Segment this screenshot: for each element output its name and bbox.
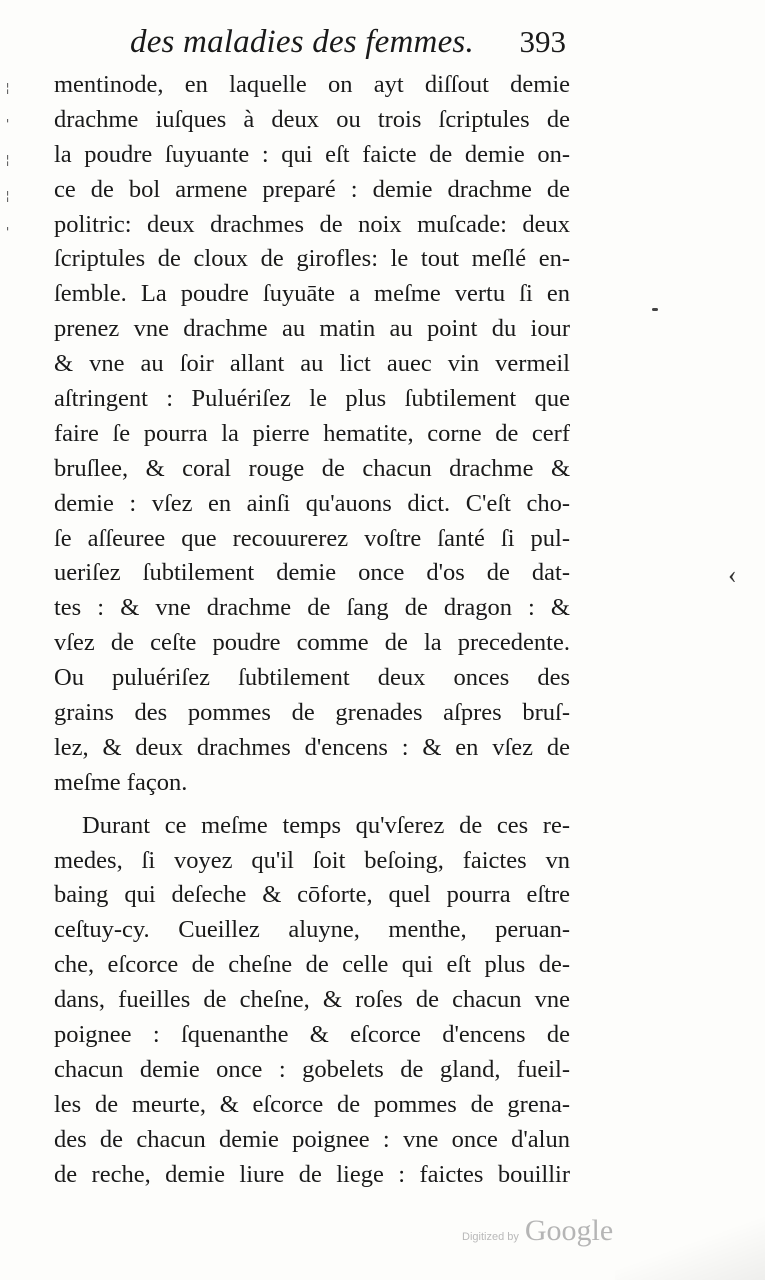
google-logo: Google: [524, 1214, 614, 1247]
text-line: faire ſe pourra la pierre hematite, corne de cerf: [54, 419, 570, 447]
body-text: [54, 68, 570, 1193]
margin-mark: ': [4, 225, 12, 239]
paragraph-2: [54, 809, 570, 1193]
text-line: lez, & deux drachmes d'encens : & en vſez de: [54, 733, 570, 761]
text-line: chacun demie once : gobelets de gland, fueil-: [54, 1055, 570, 1083]
text-line: ſe aſſeuree que recouurerez voſtre ſanté ſi pul-: [54, 524, 570, 552]
text-line: politric: deux drachmes de noix muſcade: deux: [54, 210, 570, 238]
scan-shadow: [615, 1170, 765, 1280]
text-line: medes, ſi voyez qu'il ſoit beſoing, faictes vn: [54, 846, 570, 874]
text-line: aſtringent : Puluériſez le plus ſubtilement que: [54, 385, 570, 413]
margin-mark: ¦: [4, 81, 12, 95]
running-title: des maladies des femmes.: [130, 24, 474, 60]
text-line: che, eſcorce de cheſne de celle qui eſt plus de-: [54, 951, 570, 979]
text-line: grains des pommes de grenades aſpres bruſ-: [54, 699, 570, 727]
text-line: de reche, demie liure de liege : faictes bouillir: [54, 1160, 570, 1188]
watermark-prefix: Digitized by: [462, 1231, 519, 1243]
margin-marks: [4, 70, 24, 250]
google-watermark: [462, 1214, 613, 1248]
text-line: Ou puluériſez ſubtilement deux onces des: [54, 664, 570, 692]
page-number: 393: [519, 24, 566, 59]
text-line: ueriſez ſubtilement demie once d'os de dat-: [54, 559, 570, 587]
ink-dot: [652, 308, 658, 311]
paragraph-1: [54, 68, 570, 801]
text-line: meſme façon.: [54, 768, 188, 796]
text-line: demie : vſez en ainſi qu'auons dict. C'eſt cho-: [54, 489, 570, 517]
text-line: vſez de ceſte poudre comme de la precedente.: [54, 629, 570, 657]
paragraph-gap: [54, 801, 570, 809]
text-line: les de meurte, & eſcorce de pommes de grena-: [54, 1090, 570, 1118]
text-line: ſemble. La poudre ſuyuāte a meſme vertu ſi en: [54, 280, 570, 308]
text-line: ce de bol armene preparé : demie drachme de: [54, 175, 570, 203]
running-head: [130, 24, 570, 61]
text-line: mentinode, en laquelle on ayt diſſout demie: [54, 71, 570, 98]
text-line: tes : & vne drachme de ſang de dragon : &: [54, 594, 570, 622]
text-line: ceſtuy-cy. Cueillez aluyne, menthe, peruan-: [54, 916, 570, 944]
text-line: des de chacun demie poignee : vne once d'alun: [54, 1125, 570, 1153]
margin-mark: ¦: [4, 153, 12, 167]
text-line: poignee : ſquenanthe & eſcorce d'encens de: [54, 1021, 570, 1049]
text-line: drachme iuſques à deux ou trois ſcriptules de: [54, 105, 570, 133]
text-line: prenez vne drachme au matin au point du iour: [54, 315, 570, 343]
text-line: bruſlee, & coral rouge de chacun drachme &: [54, 454, 570, 482]
text-line: dans, fueilles de cheſne, & roſes de chacun vne: [54, 986, 570, 1014]
text-line: ſcriptules de cloux de girofles: le tout meſlé en-: [54, 245, 570, 273]
text-line: & vne au ſoir allant au lict auec vin vermeil: [54, 350, 570, 378]
text-line: baing qui deſeche & cōforte, quel pourra eſtre: [54, 881, 570, 909]
text-line: la poudre ſuyuante : qui eſt faicte de demie on-: [54, 140, 570, 168]
margin-bracket: ‹: [728, 560, 737, 589]
text-line: Durant ce meſme temps qu'vſerez de ces re-: [82, 811, 570, 839]
margin-mark: ': [4, 117, 12, 131]
margin-mark: ¦: [4, 189, 12, 203]
